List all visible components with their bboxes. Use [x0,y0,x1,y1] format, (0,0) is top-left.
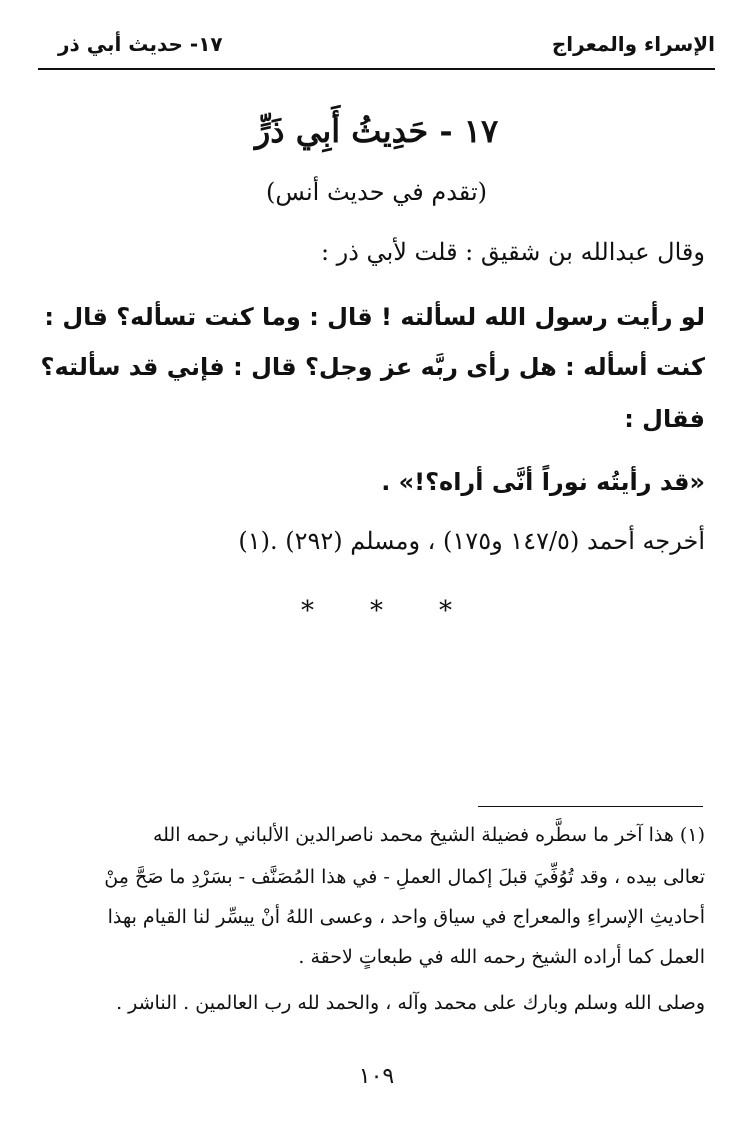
footnote-line-4: العمل كما أراده الشيخ رحمه الله في طبعاتٍ لاحقة . [298,946,705,968]
body-line-2: لو رأيت رسول الله لسألته ! قال : وما كنت تسأله؟ قال : [44,303,705,331]
footnote-line-3: أحاديثِ الإسراءِ والمعراج في سياق واحد ، وعسى اللهُ أنْ ييسِّر لنا القيام بهذا [107,906,705,928]
body-line-3: كنت أسأله : هل رأى ربَّه عز وجل؟ قال : فإني قد سألته؟ [40,353,705,381]
chapter-reference: ١٧- حديث أبي ذر [58,32,223,56]
footnote-line-1: (١) هذا آخر ما سطَّره فضيلة الشيخ محمد ناصرالدين الألباني رحمه الله [152,824,705,846]
footnote-line-5: وصلى الله وسلم وبارك على محمد وآله ، والحمد لله رب العالمين . الناشر . [116,992,705,1014]
chapter-title: ١٧ - حَدِيثُ أَبِي ذَرٍّ [254,112,499,150]
page-number: ١٠٩ [358,1064,395,1089]
book-title: الإسراء والمعراج [551,32,715,56]
hadith-quote: «قد رأيتُه نوراً أنَّى أراه؟!» . [381,468,705,496]
chapter-subtitle: (تقدم في حديث أنس) [266,178,487,206]
footnote-rule [478,806,703,807]
section-separator: *** [301,596,508,626]
running-header [38,28,715,70]
footnote-line-2: تعالى بيده ، وقد تُوُفِّيَ قبلَ إكمال العملِ - في هذا المُصَنَّف - بسَرْدِ ما صَحَّ مِنْ [104,866,705,888]
body-line-4: فقال : [624,405,705,433]
citation-line: أخرجه أحمد (١٤٧/٥ و١٧٥) ، ومسلم (٢٩٢) .(١) [238,527,705,555]
body-line-1: وقال عبدالله بن شقيق : قلت لأبي ذر : [320,238,705,266]
